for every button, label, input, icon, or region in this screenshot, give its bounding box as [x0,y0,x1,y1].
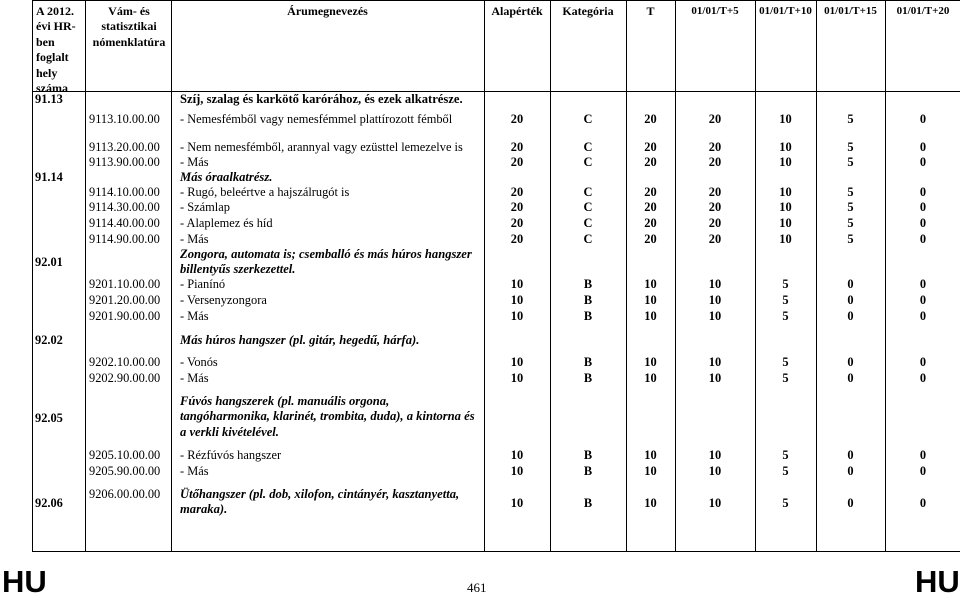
rate-t15-value: 0 [847,448,854,462]
rate-t20-value: 0 [919,216,927,230]
rate-t-value: 10 [644,277,657,291]
footer-country-left: HU [2,564,47,599]
rate-t10-value: 10 [779,140,792,154]
footer-country-right: HU [915,564,960,599]
rate-t20-value: 0 [919,140,927,154]
rate-t15-value: 0 [847,355,854,369]
rate-t15-value: 0 [847,371,854,385]
goods-description: Ütőhangszer (pl. dob, xilofon, cintányér, kasztanyetta, maraka). [180,487,460,517]
category-value: C [583,112,593,126]
rate-t-value: 20 [644,200,657,214]
cn-code: 9205.90.00.00 [89,464,161,478]
rate-t10-value: 10 [779,155,792,169]
rate-t10-value: 5 [782,496,789,510]
goods-description: - Versenyzongora [180,293,267,307]
goods-description: - Alaplemez és híd [180,216,273,230]
rate-t-value: 10 [644,355,657,369]
header-category: Kategória [562,4,614,18]
goods-description: - Más [180,155,209,169]
category-value: C [583,200,593,214]
goods-description: - Nem nemesfémből, arannyal vagy ezüsttel lemezelve is [180,140,463,154]
header-t20: 01/01/T+20 [896,5,950,17]
base-rate-value: 20 [510,112,524,126]
rate-t15-value: 5 [847,140,854,154]
goods-description: Zongora, automata is; csemballó és más húros hangszer billentyűs szerkezettel. [180,247,472,277]
rate-t15-value: 5 [847,216,854,230]
rate-t-value: 10 [644,496,657,510]
rate-t10-value: 10 [779,216,792,230]
rate-t-value: 20 [644,140,657,154]
goods-description: - Vonós [180,355,218,369]
goods-description: - Más [180,464,209,478]
base-rate-value: 20 [510,232,524,246]
goods-description: - Nemesfémből vagy nemesfémmel plattírozott fémből [180,112,453,126]
hs-heading-code: 91.14 [35,170,63,184]
rate-t15-value: 5 [847,232,854,246]
rate-t5-value: 10 [708,277,722,291]
rate-t20-value: 0 [919,277,927,291]
goods-description: - Számlap [180,200,230,214]
rate-t5-value: 10 [708,309,722,323]
goods-description: Más óraalkatrész. [180,170,273,184]
base-rate-value: 20 [510,155,524,169]
rate-t5-value: 10 [708,464,722,478]
rate-t10-value: 5 [782,371,789,385]
rate-t20-value: 0 [919,496,927,510]
hs-heading-code: 92.02 [35,333,63,347]
rate-t10-value: 10 [779,112,792,126]
base-rate-value: 10 [510,293,524,307]
table-top-border [32,0,960,1]
cn-code: 9114.40.00.00 [89,216,160,230]
base-rate-value: 10 [510,496,524,510]
category-value: C [583,185,593,199]
base-rate-value: 10 [510,309,524,323]
header-t: T [646,4,655,18]
base-rate-value: 10 [510,464,524,478]
rate-t5-value: 10 [708,293,722,307]
category-value: B [583,496,593,510]
rate-t-value: 20 [644,185,657,199]
rate-t5-value: 20 [708,232,722,246]
rate-t-value: 10 [644,371,657,385]
rate-t15-value: 0 [847,277,854,291]
header-description: Árumegnevezés [287,4,368,18]
rate-t-value: 20 [644,216,657,230]
category-value: C [583,232,593,246]
col-divider [85,0,86,552]
hs-heading-code: 91.13 [35,92,63,106]
rate-t10-value: 5 [782,464,789,478]
rate-t-value: 10 [644,293,657,307]
category-value: B [583,309,593,323]
goods-description: - Más [180,309,209,323]
base-rate-value: 20 [510,185,524,199]
rate-t5-value: 20 [708,216,722,230]
col-divider [171,0,172,552]
rate-t15-value: 5 [847,200,854,214]
header-base-rate: Alapérték [491,4,543,18]
category-value: C [583,216,593,230]
cn-code: 9202.10.00.00 [89,355,161,369]
category-value: B [583,277,593,291]
rate-t10-value: 5 [782,277,789,291]
rate-t-value: 10 [644,464,657,478]
rate-t10-value: 5 [782,309,789,323]
base-rate-value: 20 [510,200,524,214]
category-value: B [583,448,593,462]
rate-t5-value: 10 [708,355,722,369]
base-rate-value: 10 [510,448,524,462]
rate-t5-value: 10 [708,371,722,385]
base-rate-value: 20 [510,140,524,154]
cn-code: 9201.90.00.00 [89,309,161,323]
cn-code: 9113.90.00.00 [89,155,160,169]
cn-code: 9206.00.00.00 [89,487,161,501]
goods-description: - Rugó, beleértve a hajszálrugót is [180,185,350,199]
goods-description: Fúvós hangszerek (pl. manuális orgona, tangóharmonika, klarinét, trombita, duda), a kintorna és a verkli kivételével. [180,394,475,439]
rate-t5-value: 20 [708,155,722,169]
cn-code: 9205.10.00.00 [89,448,161,462]
hs-heading-code: 92.06 [35,496,63,510]
hs-heading-code: 92.01 [35,255,63,269]
header-t15: 01/01/T+15 [824,5,877,17]
hs-heading-code: 92.05 [35,411,63,425]
goods-description: - Más [180,232,209,246]
header-year-hs: A 2012. évi HR-ben foglalt hely száma [36,4,76,96]
cn-code: 9201.10.00.00 [89,277,161,291]
rate-t20-value: 0 [919,112,927,126]
cn-code: 9114.10.00.00 [89,185,160,199]
category-value: B [583,355,593,369]
rate-t15-value: 5 [847,185,854,199]
rate-t-value: 20 [644,155,657,169]
rate-t20-value: 0 [919,185,927,199]
rate-t10-value: 10 [779,200,792,214]
rate-t15-value: 0 [847,464,854,478]
category-value: B [583,293,593,307]
cn-code: 9113.20.00.00 [89,140,160,154]
cn-code: 9202.90.00.00 [89,371,161,385]
tariff-table [32,0,960,552]
rate-t10-value: 5 [782,355,789,369]
rate-t-value: 20 [644,232,657,246]
rate-t20-value: 0 [919,448,927,462]
rate-t5-value: 20 [708,140,722,154]
category-value: C [583,155,593,169]
cn-code: 9201.20.00.00 [89,293,161,307]
page-number: 461 [467,580,487,595]
rate-t20-value: 0 [919,232,927,246]
rate-t15-value: 5 [847,112,854,126]
rate-t20-value: 0 [919,309,927,323]
rate-t5-value: 20 [708,200,722,214]
rate-t10-value: 10 [779,232,792,246]
rate-t20-value: 0 [919,355,927,369]
rate-t-value: 20 [644,112,657,126]
base-rate-value: 10 [510,371,524,385]
category-value: B [583,464,593,478]
base-rate-value: 20 [510,216,524,230]
col-divider [32,0,33,552]
rate-t5-value: 20 [708,112,722,126]
rate-t20-value: 0 [919,200,927,214]
rate-t5-value: 10 [708,496,722,510]
goods-description: - Más [180,371,209,385]
rate-t10-value: 5 [782,293,789,307]
rate-t15-value: 0 [847,496,854,510]
header-cn: Vám- és statisztikai nómenklatúra [92,4,166,49]
goods-description: Más húros hangszer (pl. gitár, hegedű, hárfa). [180,333,420,347]
rate-t5-value: 10 [708,448,722,462]
rate-t20-value: 0 [919,371,927,385]
category-value: B [583,371,593,385]
base-rate-value: 10 [510,277,524,291]
rate-t20-value: 0 [919,155,927,169]
rate-t-value: 10 [644,448,657,462]
cn-code: 9114.90.00.00 [89,232,160,246]
rate-t20-value: 0 [919,293,927,307]
base-rate-value: 10 [510,355,524,369]
cn-code: 9114.30.00.00 [89,200,160,214]
rate-t15-value: 5 [847,155,854,169]
cn-code: 9113.10.00.00 [89,112,160,126]
rate-t15-value: 0 [847,293,854,307]
table-bottom-border [32,551,960,552]
rate-t-value: 10 [644,309,657,323]
header-t10: 01/01/T+10 [759,5,812,17]
header-divider [32,91,960,92]
rate-t10-value: 5 [782,448,789,462]
header-t5: 01/01/T+5 [691,5,739,17]
category-value: C [583,140,593,154]
rate-t20-value: 0 [919,464,927,478]
rate-t5-value: 20 [708,185,722,199]
goods-description: - Pianínó [180,277,226,291]
rate-t15-value: 0 [847,309,854,323]
rate-t10-value: 10 [779,185,792,199]
goods-description: - Rézfúvós hangszer [180,448,282,462]
goods-description: Szíj, szalag és karkötő karórához, és ezek alkatrésze. [180,92,463,106]
